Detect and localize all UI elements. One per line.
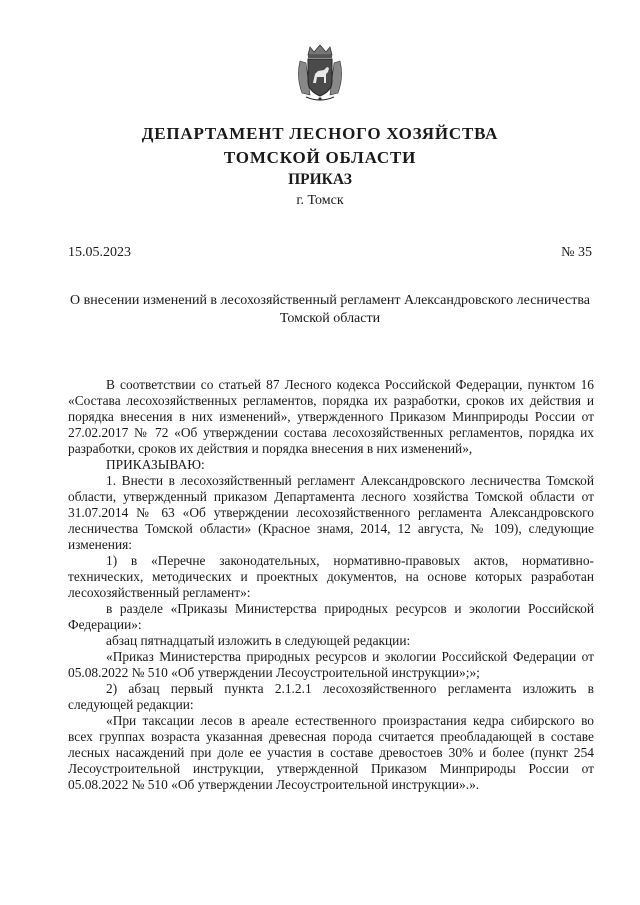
order-number: № 35 [561, 245, 592, 260]
city: г. Томск [296, 193, 344, 208]
preamble-paragraph: В соответствии со статьей 87 Лесного кодекса Российской Федерации, пунктом 16 «Состава лесохозяйственных регламентов, порядка их разработки, сроков их действия и порядка внесения в них изменений», утвержденного Приказом Минприроды России от 27.02.2017 № 72 «Об утверждении состава лесохозяйственных регламентов, порядка их разработки, сроков их действия и порядка внесения в них изменений», [68, 377, 594, 456]
amendment-text-2: «При таксации лесов в ареале естественного произрастания кедра сибирского во всех группах возраста указанная древесная порода считается преобладающей в составе лесных насаждений при доле ее участия в составе древостоев 30% и более (пункт 254 Лесоустроительной инструкции, утвержденной Приказом Минприроды России от 05.08.2022 № 510 «Об утверждении Лесоустроительной инструкции».». [68, 713, 594, 792]
coat-of-arms-icon [296, 43, 344, 103]
order-body [68, 377, 594, 793]
department-name-line1: ДЕПАРТАМЕНТ ЛЕСНОГО ХОЗЯЙСТВА [141, 124, 499, 143]
department-name-line2: ТОМСКОЙ ОБЛАСТИ [223, 148, 417, 167]
amendment-text-1: «Приказ Министерства природных ресурсов и экологии Российской Федерации от 05.08.2022 № 510 «Об утверждении Лесоустроительной инструкции»;»; [68, 649, 594, 680]
amendment-instruction: абзац пятнадцатый изложить в следующей редакции: [106, 633, 411, 648]
order-subject: О внесении изменений в лесохозяйственный регламент Александровского лесничества Томской области [70, 293, 590, 326]
subclause-1: 1) в «Перечне законодательных, нормативно-правовых актов, нормативно-технических, методических и проектных документов, на основе которых разработан лесохозяйственный регламент»: [68, 553, 594, 600]
document-type: ПРИКАЗ [288, 171, 352, 188]
subclause-2: 2) абзац первый пункта 2.1.2.1 лесохозяйственного регламента изложить в следующей редакции: [68, 681, 594, 712]
order-date: 15.05.2023 [68, 245, 131, 260]
section-paragraph: в разделе «Приказы Министерства природных ресурсов и экологии Российской Федерации»: [68, 601, 594, 632]
clause-1: 1. Внести в лесохозяйственный регламент Александровского лесничества Томской области, утвержденный приказом Департамента лесного хозяйства Томской области от 31.07.2014 № 63 «Об утверждении лесохозяйственного регламента Александровского лесничества Томской области» (Красное знамя, 2014, 12 августа, № 109), следующие изменения: [68, 473, 594, 552]
order-directive: ПРИКАЗЫВАЮ: [106, 457, 205, 472]
